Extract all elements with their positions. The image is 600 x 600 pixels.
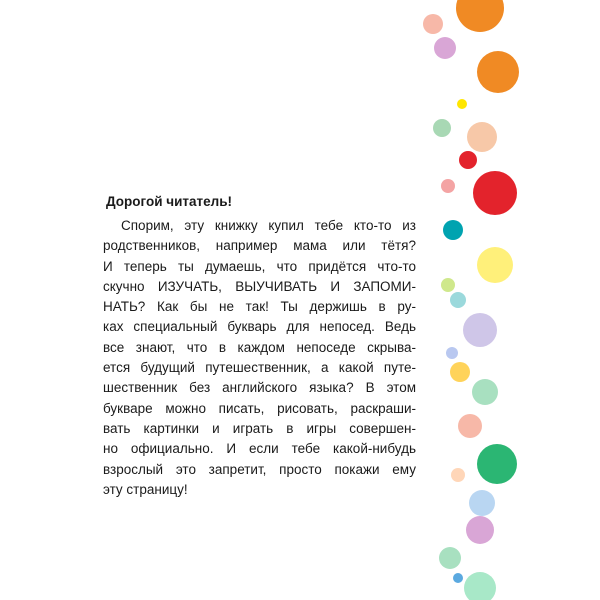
decorative-dot [443,220,463,240]
letter-title: Дорогой читатель! [106,194,233,209]
decorative-dot [459,151,477,169]
letter-line: но официально. И если тебе какой-нибудь [103,441,416,457]
decorative-dot [466,516,494,544]
decorative-dot [441,278,455,292]
letter-line: шественник без английского языка? В этом [103,380,416,396]
letter-line: вать картинки и играть в игры совершен- [103,420,416,436]
decorative-dot [446,347,458,359]
letter-line: НАТЬ? Как бы не так! Ты держишь в ру- [103,299,416,315]
letter-line: ется будущий путешественник, а какой путе- [103,360,416,376]
letter-block [103,193,416,500]
decorative-dot [469,490,495,516]
decorative-dot [423,14,443,34]
decorative-dot [457,99,467,109]
decorative-dot [463,313,497,347]
letter-line: ках специальный букварь для непосед. Ведь [103,319,416,335]
letter-body [103,216,416,500]
decorative-dot [451,468,465,482]
letter-line: скучно ИЗУЧАТЬ, ВЫУЧИВАТЬ И ЗАПОМИ- [103,278,416,294]
letter-line: все знают, что в каждом непоседе скрыва- [103,339,416,355]
decorative-dot [439,547,461,569]
decorative-dot [473,171,517,215]
letter-line: И теперь ты думаешь, что придётся что-то [103,258,416,274]
letter-line: взрослый это запретит, просто покажи ему [103,461,416,477]
decorative-dot [472,379,498,405]
decorative-dot [467,122,497,152]
decorative-dot [450,362,470,382]
letter-line: родственников, например мама или тётя? [103,238,416,254]
decorative-dot [477,51,519,93]
decorative-dot [433,119,451,137]
letter-line: Спорим, эту книжку купил тебе кто-то из [121,218,416,233]
letter-line: букваре можно писать, рисовать, раскраши- [103,400,416,416]
decorative-dot [477,444,517,484]
decorative-dot [453,573,463,583]
decorative-dot [477,247,513,283]
decorative-dot [458,414,482,438]
decorative-dots-strip [410,0,600,600]
decorative-dot [464,572,496,600]
decorative-dot [450,292,466,308]
letter-line: эту страницу! [103,481,188,497]
decorative-dot [441,179,455,193]
decorative-dot [434,37,456,59]
decorative-dot [456,0,504,32]
